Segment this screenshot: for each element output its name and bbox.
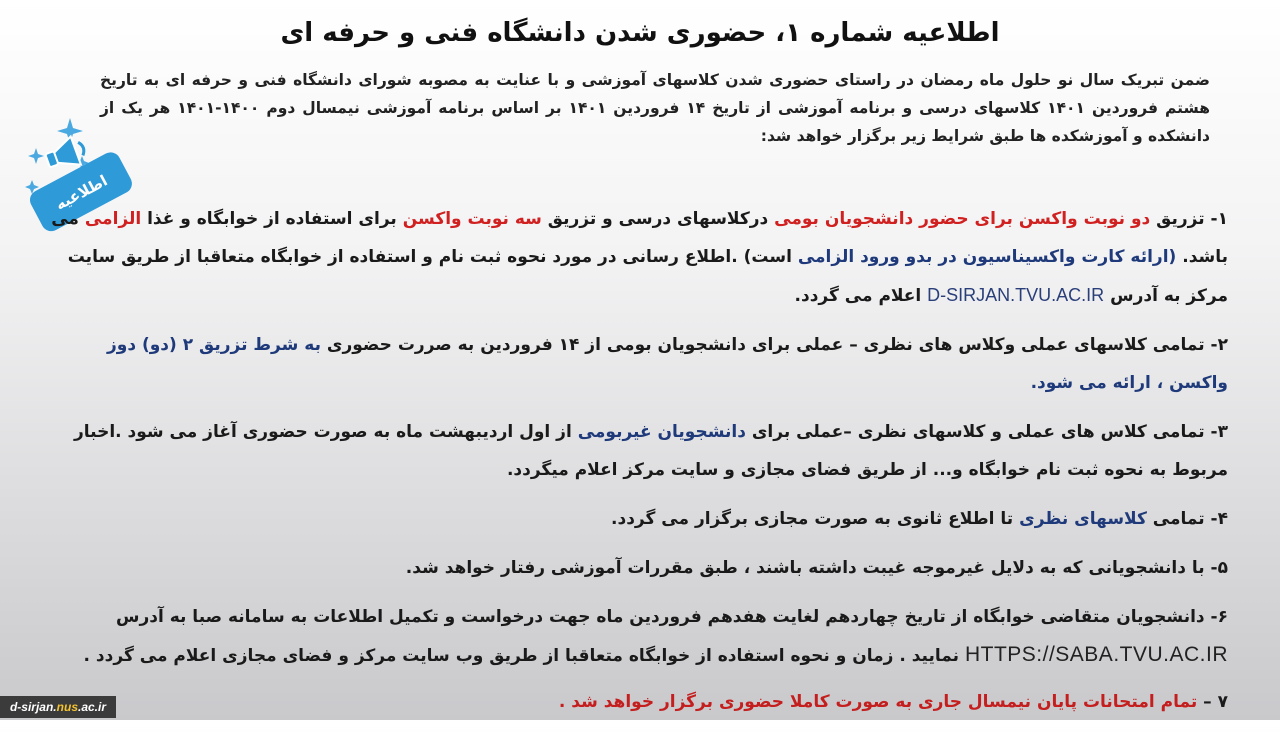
list-item: ۷ – تمام امتحانات پایان نیمسال جاری به صورت کاملا حضوری برگزار خواهد شد . xyxy=(558,692,1228,712)
highlight-blue: به شرط تزریق ۲ (دو) دوز واکسن ، ارائه می شود. xyxy=(106,335,1228,393)
highlight-blue: (ارائه کارت واکسیناسیون در بدو ورود الزامی xyxy=(797,247,1177,267)
list-item: ۳- تمامی کلاس های عملی و کلاسهای نظری –عملی برای دانشجویان غیربومی از اول اردیبهشت ماه به صورت حضوری آغاز می شود .اخبار مربوط به نحوه ثبت نام خوابگاه و... از طریق فضای مجازی و سایت مرکز اعلام میگردد. xyxy=(73,422,1228,480)
website-url: D-SIRJAN.TVU.AC.IR xyxy=(927,285,1105,305)
highlight-blue: کلاسهای نظری xyxy=(1019,509,1147,529)
intro-paragraph: ضمن تبریک سال نو حلول ماه رمضان در راستای حضوری شدن کلاسهای آموزشی و با عنایت به مصوبه شورای دانشگاه فنی و حرفه ای به تاریخ هشتم فروردین ۱۴۰۱ کلاسهای درسی و برنامه آموزشی از تاریخ ۱۴ فروردین ۱۴۰۱ بر اساس برنامه آموزشی نیمسال دوم ۱۴۰۰-۱۴۰۱ هر یک از دانشکده و آموزشکده ها طبق شرایط زیر برگزار خواهد شد: xyxy=(100,71,1210,145)
list-item: ۵- با دانشجویانی که به دلایل غیرموجه غیبت داشته باشند ، طبق مقررات آموزشی رفتار خواهد شد. xyxy=(405,558,1228,578)
saba-url: HTTPS://SABA.TVU.AC.IR xyxy=(964,643,1228,666)
highlight-blue: دانشجویان غیربومی xyxy=(577,422,746,442)
highlight-red: سه نوبت واکسن xyxy=(402,209,542,229)
badge-label: اطلاعیه xyxy=(52,171,111,214)
highlight-red: الزامی xyxy=(84,209,142,229)
highlight-red: تمام امتحانات پایان نیمسال جاری به صورت کاملا حضوری برگزار خواهد شد . xyxy=(558,692,1198,712)
page-title: اطلاعیه شماره ۱، حضوری شدن دانشگاه فنی و حرفه ای xyxy=(280,18,1000,48)
conditions-list xyxy=(48,200,1228,732)
footer-website-label: d-sirjan.nus.ac.ir xyxy=(0,696,116,718)
list-item: ۶- دانشجویان متقاضی خوابگاه از تاریخ چهاردهم لغایت هفدهم فروردین ماه جهت درخواست و تکمیل اطلاعات به سامانه صبا به آدرس HTTPS://SABA.TVU.AC.IR نمایید . زمان و نحوه استفاده از خوابگاه متعاقبا از طریق وب سایت مرکز و فضای مجازی اعلام می گردد . xyxy=(83,607,1228,666)
list-item: ۱- تزریق دو نوبت واکسن برای حضور دانشجویان بومی درکلاسهای درسی و تزریق سه نوبت واکسن برای استفاده از خوابگاه و غذا الزامی می باشد. (ارائه کارت واکسیناسیون در بدو ورود الزامی است) .اطلاع رسانی در مورد نحوه ثبت نام و استفاده از خوابگاه متعاقبا از طریق سایت مرکز به آدرس D-SIRJAN.TVU.AC.IR اعلام می گردد. xyxy=(51,209,1228,306)
highlight-red: دو نوبت واکسن برای حضور دانشجویان بومی xyxy=(774,209,1151,229)
list-item: ۴- تمامی کلاسهای نظری تا اطلاع ثانوی به صورت مجازی برگزار می گردد. xyxy=(611,509,1228,529)
list-item: ۲- تمامی کلاسهای عملی وکلاس های نظری – عملی برای دانشجویان بومی از ۱۴ فروردین به صررت حضوری به شرط تزریق ۲ (دو) دوز واکسن ، ارائه می شود. xyxy=(106,335,1228,393)
